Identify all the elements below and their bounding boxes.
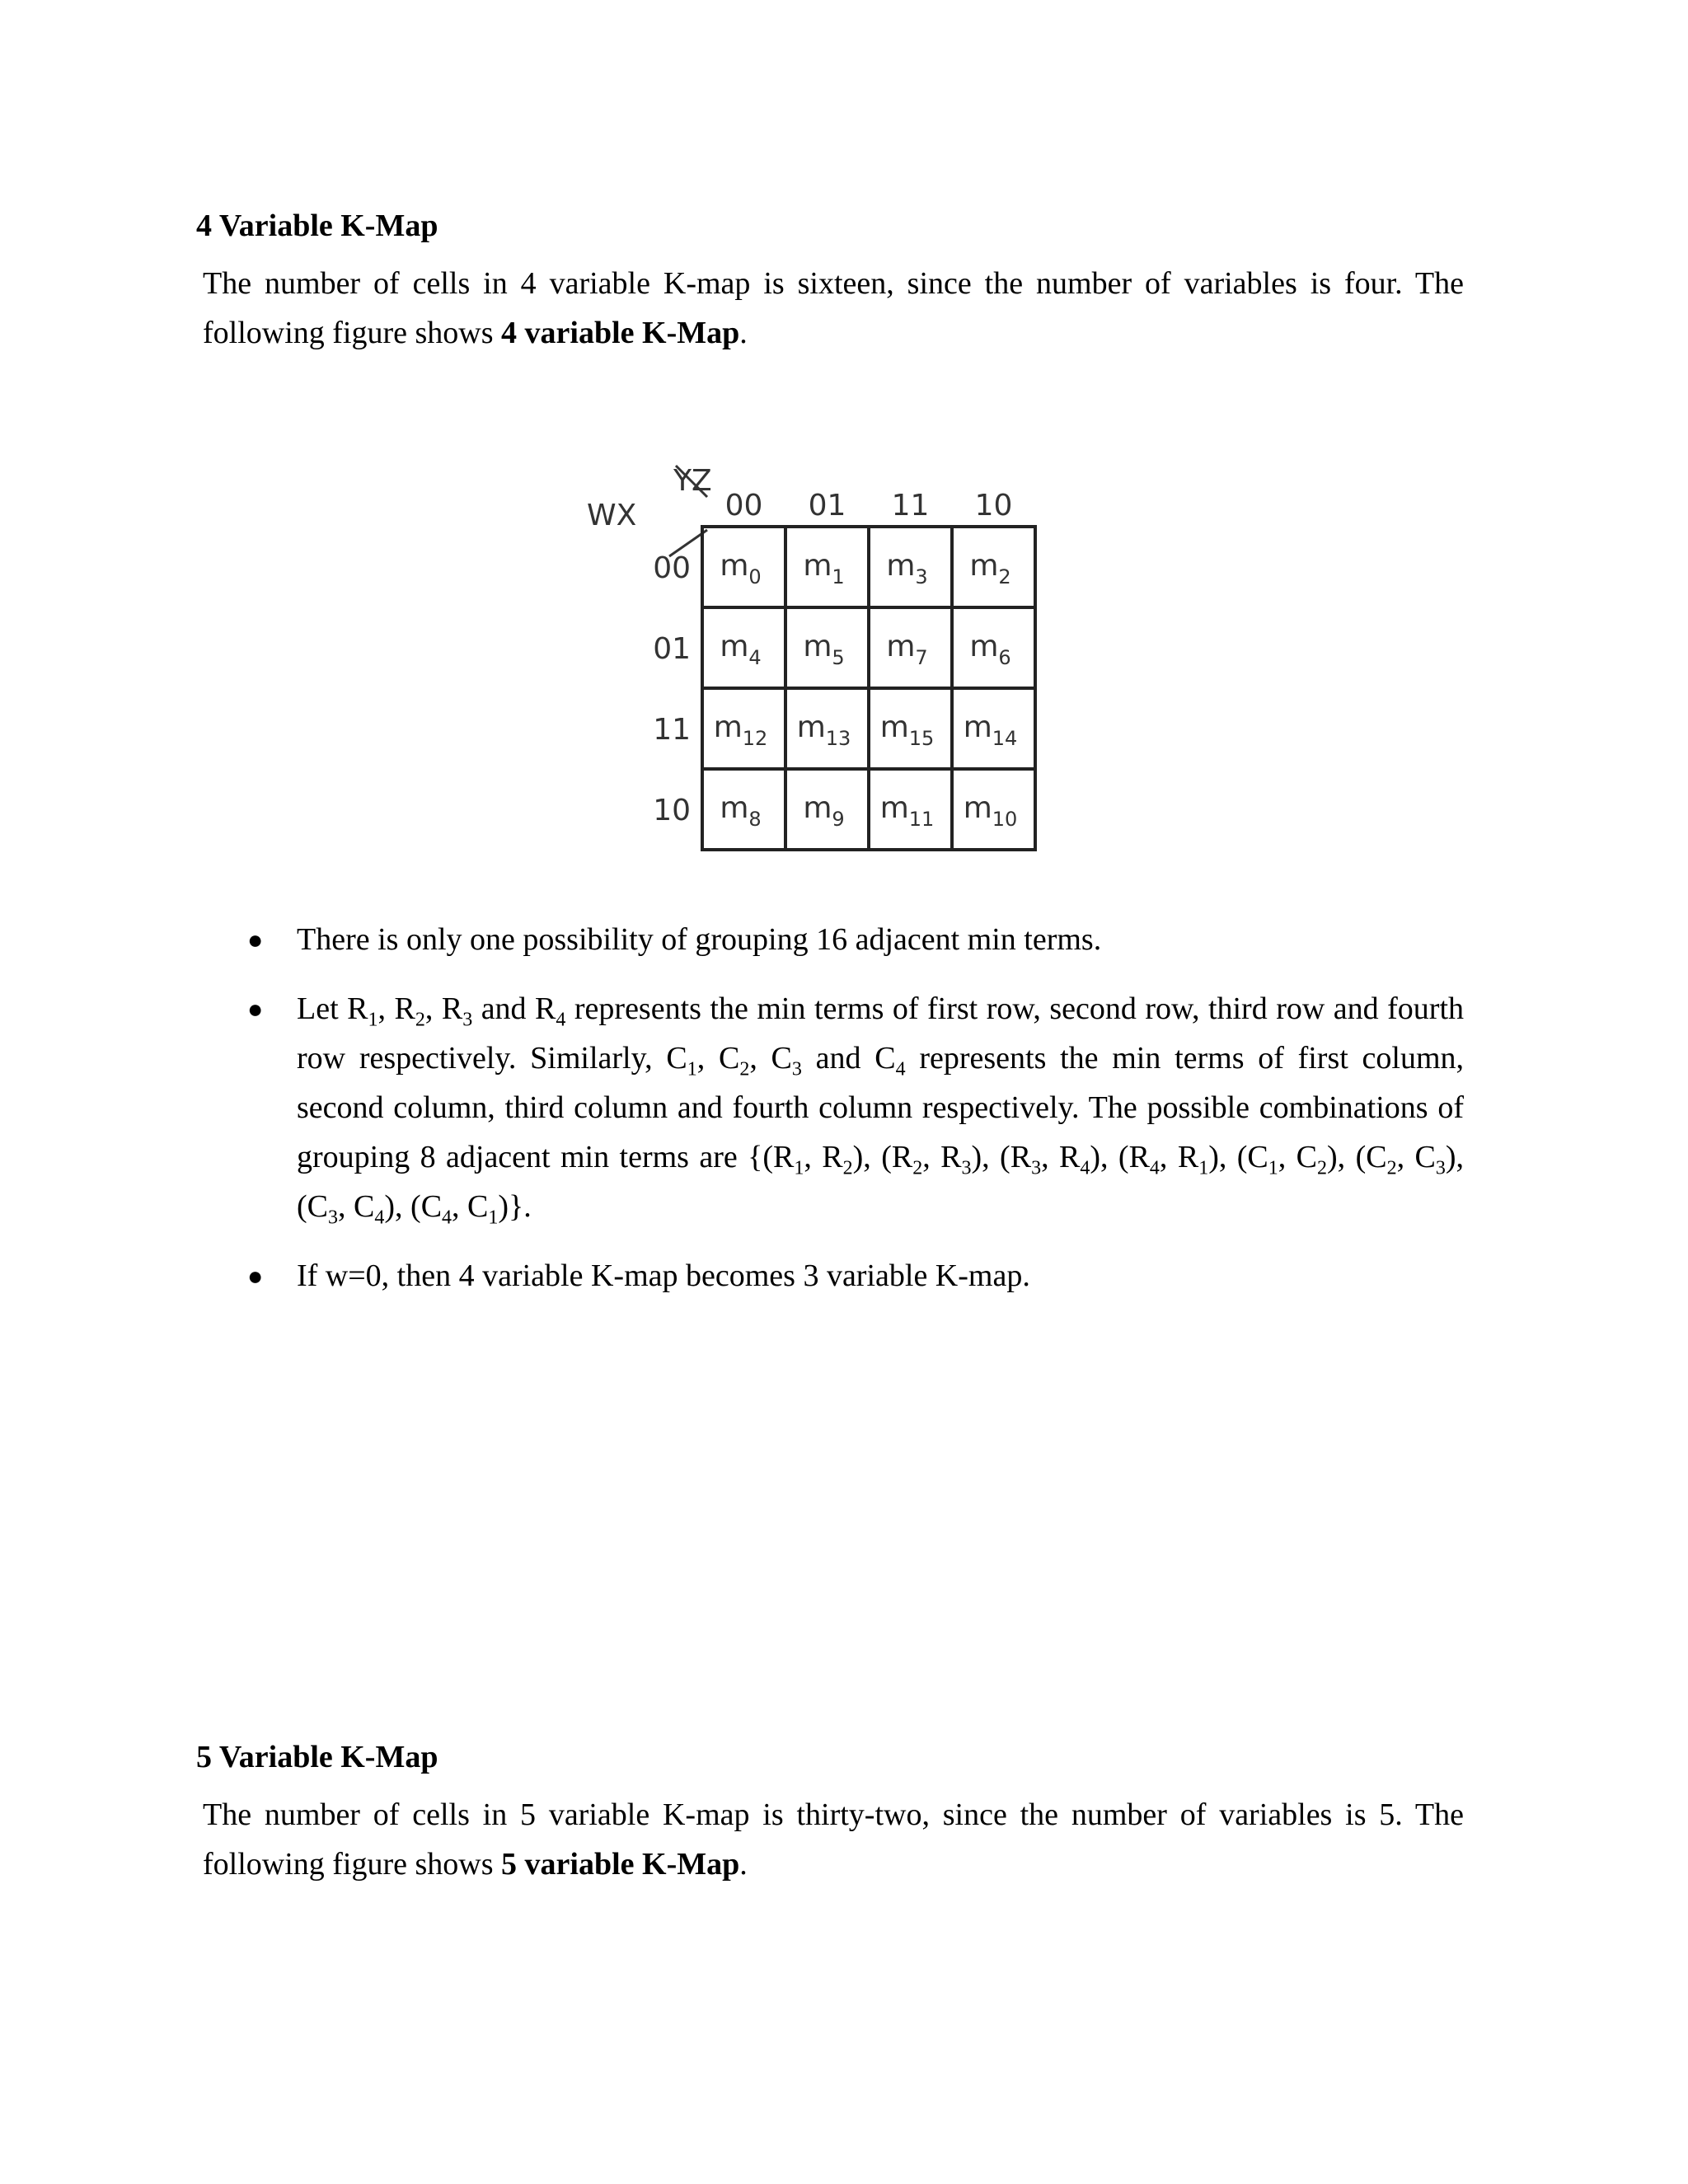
paragraph-bold-text: 5 variable K-Map xyxy=(501,1847,740,1882)
bullet-item xyxy=(247,1251,1464,1301)
kmap-cell-label: $m_{11}$ xyxy=(879,791,935,831)
kmap-cell-label: $m_{14}$ xyxy=(963,710,1018,750)
kmap-cell-label: $m_7$ xyxy=(886,630,928,669)
paragraph-bold-text: 4 variable K-Map xyxy=(501,316,740,350)
kmap-cell-label: $m_{15}$ xyxy=(879,710,935,750)
kmap-cell-label: $m_{12}$ xyxy=(713,710,768,750)
bullet-item xyxy=(247,915,1464,964)
kmap-cell-index: 0 xyxy=(748,565,762,588)
bullet-list xyxy=(247,915,1464,1320)
kmap-cell-index: 15 xyxy=(908,727,935,750)
kmap-cell-index: 10 xyxy=(992,808,1018,831)
kmap-cell-index: 7 xyxy=(915,646,928,669)
kmap-cell-index: 14 xyxy=(992,727,1018,750)
kmap-cell-index: 11 xyxy=(908,808,935,831)
kmap-row-header: 11 xyxy=(653,713,691,747)
kmap-cell-index: 8 xyxy=(748,808,762,831)
kmap-row-header: 10 xyxy=(653,794,691,827)
kmap-cell-label: $m_3$ xyxy=(886,549,928,588)
bullet-text-2: Let $R_1$, $R_2$, $R_3$ and $R_4$ represents the min terms of first row, second row, third row and fourth row respectively. Similarly, $C_1$, $C_2$, $C_3$ and $C_4$ represents the min terms of first column, second column, third column and fourth column respectively. The possible combinations of grouping 8 adjacent min terms are {($R_1$, $R_2$), ($R_2$, $R_3$), ($R_3$, $R_4$), ($R_4$, $R_1$), ($C_1$, $C_2$), ($C_2$, $C_3$), ($C_3$, $C_4$), ($C_4$, $C_1$)}. xyxy=(297,991,1465,1229)
kmap-col-var: YZ xyxy=(673,464,712,498)
paragraph-text: The number of cells in 4 variable K-map is sixteen, since the number of variables is four. The following figure shows xyxy=(203,266,1464,350)
kmap-cell-index: 4 xyxy=(748,646,762,669)
kmap-cell-label: $m_2$ xyxy=(969,549,1011,588)
kmap-cell-index: 5 xyxy=(832,646,845,669)
section-heading-5-variable: 5 Variable K-Map xyxy=(196,1740,438,1774)
kmap-row-header: 01 xyxy=(653,632,691,666)
kmap-cell-index: 1 xyxy=(832,565,845,588)
kmap-cell-label: $m_{13}$ xyxy=(796,710,851,750)
kmap-col-header: 00 xyxy=(724,489,763,523)
kmap-grid xyxy=(653,489,1035,850)
kmap-row-header: 00 xyxy=(653,551,691,585)
bullet-text-3: If w=0, then 4 variable K-map becomes 3 variable K-map. xyxy=(297,1258,1030,1293)
kmap-cell-index: 13 xyxy=(825,727,851,750)
bullet-icon: ● xyxy=(247,925,264,954)
bullet-icon: ● xyxy=(247,994,264,1024)
paragraph-end: . xyxy=(739,1847,748,1882)
section-paragraph-5-variable xyxy=(203,1790,1464,1889)
kmap-row-var: WX xyxy=(587,499,637,532)
kmap-cell-label: $m_5$ xyxy=(803,630,845,669)
section-heading-4-variable: 4 Variable K-Map xyxy=(196,209,438,243)
kmap-figure xyxy=(577,457,1055,878)
kmap-cell-index: 12 xyxy=(742,727,768,750)
kmap-cell-label: $m_9$ xyxy=(803,791,845,831)
kmap-cell-label: $m_{10}$ xyxy=(963,791,1018,831)
kmap-cell-label: $m_6$ xyxy=(969,630,1011,669)
kmap-cell-label: $m_8$ xyxy=(720,791,762,831)
kmap-col-header: 01 xyxy=(808,489,846,523)
bullet-icon: ● xyxy=(247,1261,264,1291)
kmap-cell-index: 3 xyxy=(915,565,928,588)
kmap-cell-label: $m_4$ xyxy=(720,630,762,669)
paragraph-text: The number of cells in 5 variable K-map is thirty-two, since the number of variables is 5. The following figure shows xyxy=(203,1797,1464,1882)
kmap-cell-index: 6 xyxy=(998,646,1011,669)
kmap-col-header: 11 xyxy=(891,489,930,523)
section-paragraph-4-variable xyxy=(203,259,1464,358)
kmap-cell-index: 9 xyxy=(832,808,845,831)
kmap-cell-label: $m_1$ xyxy=(803,549,845,588)
kmap-col-header: 10 xyxy=(974,489,1013,523)
kmap-cell-index: 2 xyxy=(998,565,1011,588)
bullet-item xyxy=(247,984,1464,1231)
bullet-text-1: There is only one possibility of grouping 16 adjacent min terms. xyxy=(297,922,1102,957)
paragraph-end: . xyxy=(739,316,748,350)
kmap-cell-label: $m_0$ xyxy=(720,549,762,588)
